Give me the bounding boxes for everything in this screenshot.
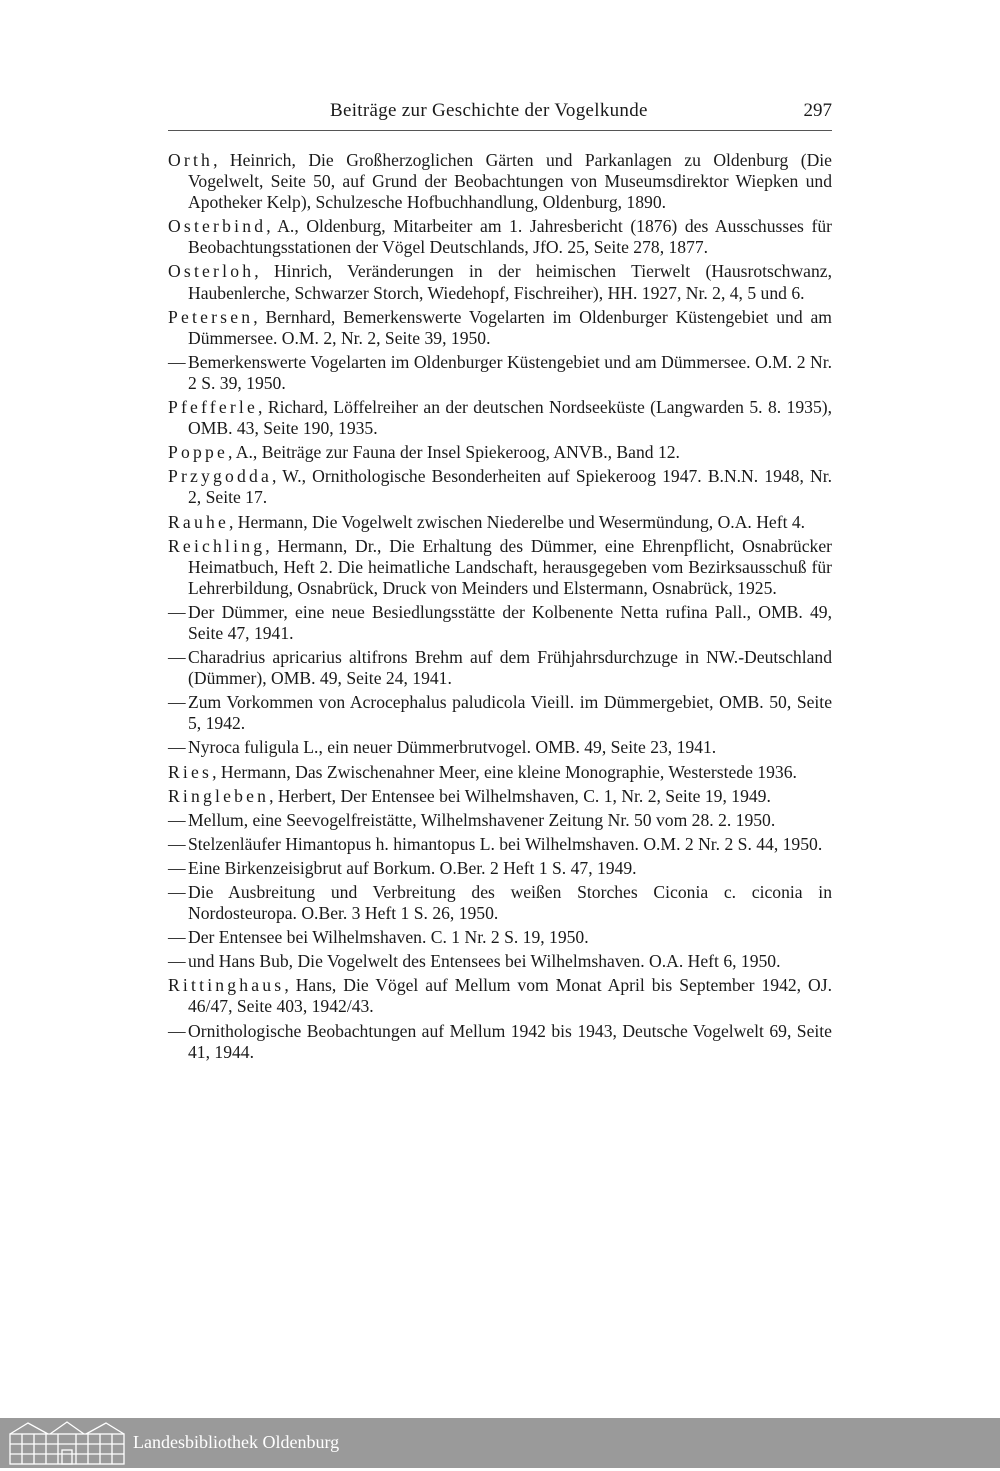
bibliography-entry	[168, 762, 832, 783]
entry-citation: , Hermann, Das Zwischenahner Meer, eine kleine Monographie, Westerstede 1936.	[212, 761, 797, 782]
ditto-dash: —	[168, 692, 186, 713]
ditto-dash: —	[168, 601, 186, 622]
ditto-dash: —	[168, 927, 186, 948]
bibliography-entry	[168, 512, 832, 533]
entry-citation: , Herbert, Der Entensee bei Wilhelmshaven, C. 1, Nr. 2, Seite 19, 1949.	[269, 785, 771, 806]
ditto-dash: —	[168, 833, 186, 854]
bibliography-entry	[168, 692, 832, 734]
entry-citation: , A., Beiträge zur Fauna der Insel Spiekeroog, ANVB., Band 12.	[227, 442, 680, 463]
bibliography-entry	[168, 536, 832, 599]
entry-citation: Zum Vorkommen von Acrocephalus paludicola Vieill. im Dümmergebiet, OMB. 50, Seite 5, 1942.	[188, 692, 832, 734]
entry-citation: Der Entensee bei Wilhelmshaven. C. 1 Nr. 2 S. 19, 1950.	[188, 927, 589, 948]
entry-citation: , Heinrich, Die Großherzoglichen Gärten und Parkanlagen zu Oldenburg (Die Vogelwelt, Seite 50, auf Grund der Beobachtungen von Museumsdirektor Wiepken und Apotheker Kelp), Schulzesche Hofbuchhandlung, Oldenburg, 1890.	[188, 150, 832, 213]
bibliography-entry	[168, 442, 832, 463]
bibliography-entry	[168, 602, 832, 644]
ditto-dash: —	[168, 351, 186, 372]
bibliography-entry	[168, 216, 832, 258]
entry-citation: Mellum, eine Seevogelfreistätte, Wilhelmshavener Zeitung Nr. 50 vom 28. 2. 1950.	[188, 809, 776, 830]
entry-citation: , Hinrich, Veränderungen in der heimischen Tierwelt (Hausrotschwanz, Haubenlerche, Schwarzer Storch, Wiedehopf, Fischreiher), HH. 1927, Nr. 2, 4, 5 und 6.	[188, 261, 832, 303]
bibliography-entry	[168, 1021, 832, 1063]
entry-author: Osterbind	[168, 216, 267, 237]
entry-citation: Stelzenläufer Himantopus h. himantopus L. bei Wilhelmshaven. O.M. 2 Nr. 2 S. 44, 1950.	[188, 833, 823, 854]
entry-author: Przygodda	[168, 466, 273, 487]
ditto-dash: —	[168, 951, 186, 972]
bibliography-entry	[168, 352, 832, 394]
entry-author: Ries	[168, 761, 213, 782]
bibliography-entry	[168, 150, 832, 213]
bibliography-entry	[168, 858, 832, 879]
bibliography-entry	[168, 882, 832, 924]
entry-citation: Eine Birkenzeisigbrut auf Borkum. O.Ber. 2 Heft 1 S. 47, 1949.	[188, 857, 637, 878]
ditto-dash: —	[168, 1020, 186, 1041]
entry-author: Orth	[168, 150, 214, 170]
entry-author: Reichling	[168, 535, 266, 556]
bibliography-entry	[168, 647, 832, 689]
running-header	[168, 100, 832, 131]
entry-author: Pfefferle	[168, 397, 259, 418]
footer-bar	[0, 1418, 1000, 1468]
ditto-dash: —	[168, 857, 186, 878]
bibliography-entry	[168, 307, 832, 349]
ditto-dash: —	[168, 809, 186, 830]
entry-citation: Der Dümmer, eine neue Besiedlungsstätte der Kolbenente Netta rufina Pall., OMB. 49, Seite 47, 1941.	[188, 601, 832, 643]
entry-citation: , Hermann, Die Vogelwelt zwischen Niederelbe und Wesermündung, O.A. Heft 4.	[228, 511, 806, 532]
bibliography-entry	[168, 975, 832, 1017]
entry-citation: , Hans, Die Vögel auf Mellum vom Monat April bis September 1942, OJ. 46/47, Seite 403, 1942/43.	[188, 975, 832, 1017]
entry-citation: Charadrius apricarius altifrons Brehm auf dem Frühjahrsdurchzuge in NW.-Deutschland (Dümmer), OMB. 49, Seite 24, 1941.	[188, 647, 832, 689]
entry-author: Rauhe	[168, 511, 229, 532]
bibliography-entry	[168, 810, 832, 831]
bibliography-entry	[168, 834, 832, 855]
entry-citation: , W., Ornithologische Besonderheiten auf Spiekeroog 1947. B.N.N. 1948, Nr. 2, Seite 17.	[188, 466, 832, 508]
entry-citation: , Hermann, Dr., Die Erhaltung des Dümmer, eine Ehrenpflicht, Osnabrücker Heimatbuch, Heft 2. Die heimatliche Landschaft, herausgegeben vom Bezirksausschuß für Lehrerbildung, Osnabrück, Druck von Meinders und Elstermann, Osnabrück, 1925.	[188, 535, 832, 598]
bibliography-entry	[168, 737, 832, 758]
entry-citation: , A., Oldenburg, Mitarbeiter am 1. Jahresbericht (1876) des Ausschusses für Beobachtungsstationen der Vögel Deutschlands, JfO. 25, Seite 278, 1877.	[188, 216, 832, 258]
bibliography-entry	[168, 261, 832, 303]
entry-citation: , Bernhard, Bemerkenswerte Vogelarten im Oldenburger Küstengebiet und am Dümmersee. O.M. 2, Nr. 2, Seite 39, 1950.	[188, 306, 832, 348]
entry-author: Osterloh	[168, 261, 255, 282]
entry-author: Rittinghaus	[168, 975, 285, 996]
entry-citation: Nyroca fuligula L., ein neuer Dümmerbrutvogel. OMB. 49, Seite 23, 1941.	[188, 737, 717, 758]
bibliography-entry	[168, 786, 832, 807]
bibliography-entry	[168, 397, 832, 439]
bibliography-entry	[168, 466, 832, 508]
page-number: 297	[803, 100, 832, 121]
entry-author: Petersen	[168, 306, 254, 327]
library-name: Landesbibliothek Oldenburg	[133, 1432, 340, 1452]
entry-citation: Die Ausbreitung und Verbreitung des weißen Storches Ciconia c. ciconia in Nordosteuropa. O.Ber. 3 Heft 1 S. 26, 1950.	[188, 882, 832, 924]
entry-citation: Ornithologische Beobachtungen auf Mellum 1942 bis 1943, Deutsche Vogelwelt 69, Seite 41, 1944.	[188, 1020, 832, 1062]
ditto-dash: —	[168, 737, 186, 758]
bibliography-entry	[168, 951, 832, 972]
library-building-icon	[8, 1420, 126, 1471]
entry-citation: und Hans Bub, Die Vogelwelt des Entensees bei Wilhelmshaven. O.A. Heft 6, 1950.	[188, 951, 781, 972]
entry-citation: Bemerkenswerte Vogelarten im Oldenburger Küstengebiet und am Dümmersee. O.M. 2 Nr. 2 S. 39, 1950.	[188, 351, 832, 393]
bibliography-list	[168, 150, 832, 1066]
ditto-dash: —	[168, 882, 186, 902]
bibliography-entry	[168, 927, 832, 948]
page-header-title: Beiträge zur Geschichte der Vogelkunde	[330, 100, 648, 121]
entry-author: Ringleben	[168, 785, 270, 806]
ditto-dash: —	[168, 647, 186, 668]
entry-author: Poppe	[168, 442, 228, 463]
entry-citation: , Richard, Löffelreiher an der deutschen Nordseeküste (Langwarden 5. 8. 1935), OMB. 43, Seite 190, 1935.	[188, 397, 832, 439]
